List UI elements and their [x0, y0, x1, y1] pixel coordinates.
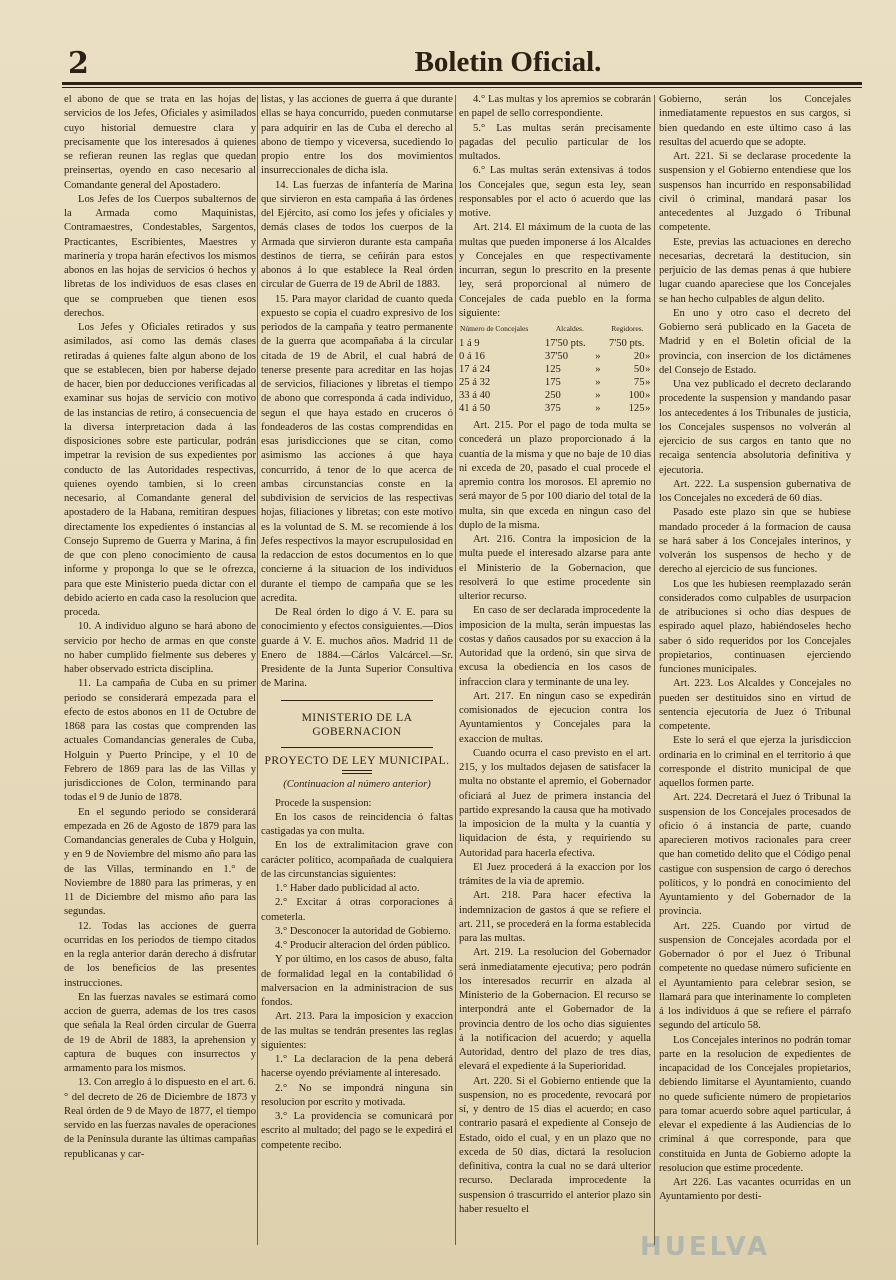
- paragraph: Art. 223. Los Alcaldes y Concejales no pueden ser destituidos sino en virtud de sentencia ejecutoria de Juez ó Tribunal competente.: [659, 678, 851, 732]
- paragraph: Los Concejales interinos no podrán tomar parte en la resolucion de expedientes de incapacidad de los Concejales propietarios, debiendo limitarse el Ayuntamiento, cuando no quede suficiente número de propietarios para tomar acuerdo sobre aquel particular, á elevar el expediente á las Audiencias de lo criminal á que corresponde, para que constituida en Junta de Gobierno adopte la resolucion que estime procedente.: [659, 1034, 851, 1174]
- paragraph: En uno y otro caso el decreto del Gobierno será publicado en la Gaceta de Madrid y en el Boletin oficial de la provincia, con insercion de los dictámenes del Consejo de Estado.: [659, 307, 851, 376]
- paragraph: el abono de que se trata en las hojas de servicios de los Jefes, Oficiales y asimilados cuyo historial demuestre clara y precisamente que los interesados á quienes se refieran reunen las reglas que quedan preinsertas, oyendo en caso necesario al Comandante general del Apostadero.: [64, 94, 256, 191]
- paragraph: Los que les hubiesen reemplazado serán considerados como culpables de usurpacion de atribuciones si ocho dias despues de espirado aquel plazo, habiéndoseles hecho saber ó sido requeridos por los Concejales propietarios, continuasen ejerciendo funciones municipales.: [659, 578, 851, 675]
- paragraph: Gobierno, serán los Concejales inmediatamente repuestos en sus cargos, si bien quedando en este último caso á las resultas del acuerdo que se adopte.: [659, 94, 851, 148]
- paragraph: 2.° Excitar á otras corporaciones á cometerla.: [261, 897, 453, 923]
- cell-ditto: »: [595, 364, 601, 375]
- paragraph: En caso de ser declarada improcedente la imposicion de la multa, serán impuestas las costas y daños causados por su exaccion á la Autoridad que la ordenó, sin que sirva de excusa la obediencia en los casos de infraccion clara y terminante de una ley.: [459, 605, 651, 688]
- cell-ditto: »: [645, 364, 651, 375]
- paragraph: Art. 219. La resolucion del Gobernador será inmediatamente ejecutiva; pero podrán los interesados recurrir en alzada al Ministerio de la Gobernacion. El recurso se interpondrá ante el Gobernador de la provincia dentro de los ocho dias siguientes á la notificacion del acuerdo; y aquella Autoridad, dentro del plazo de tres dias, elevará el expediente á la Superioridad.: [459, 947, 651, 1073]
- paragraph: 3.° La providencia se comunicará por escrito al multado; del pago se le expedirá el competente recibo.: [261, 1111, 453, 1151]
- cell-ditto: »: [595, 403, 601, 414]
- cell-alcaldes: 175: [544, 377, 561, 388]
- paragraph: En los de extralimitacion grave con carácter político, acompañada de cualquiera de las circunstancias siguientes:: [261, 840, 453, 880]
- cell-range: 1 á 9: [459, 338, 480, 349]
- cell-ditto: »: [645, 351, 651, 362]
- cell-ditto: »: [645, 377, 651, 388]
- paragraph: Art 226. Las vacantes ocurridas en un Ayuntamiento por desti-: [659, 1177, 851, 1203]
- paragraph: 3.° Desconocer la autoridad de Gobierno.: [275, 925, 451, 937]
- continuation-note: (Continuacion al número anterior): [283, 779, 431, 791]
- cell-ditto: »: [645, 403, 651, 414]
- paragraph: Art. 218. Para hacer efectiva la indemnizacion de gastos á que se refiere el art. 211, se procederá en la forma establecida para las multas.: [459, 890, 651, 944]
- page-number: 2: [68, 46, 90, 81]
- text-column-4: [659, 93, 851, 1253]
- text-column-1: [64, 93, 256, 1253]
- paragraph: Los Jefes y Oficiales retirados y sus asimilados, así como las demás clases retiradas á quienes falte algun abono de los que se establecen, bien por haberse dejado de hacer, bien por deducciones verificadas al examinar sus hojas de servicio con motivo de las instancias de retiro, á consecuencia de la diversa interpretacion dada á las disposiciones sobre este particular, podrán impetrar la revision de sus expedientes por conducto de las Autoridades respectivas, quienes oyendo tambien, si lo creen necesario, al Comandante general del apostadero de la Habana, remitiran despues directamente los expedientes ó instancias al Consejo Supremo de Guerra y Marina, á fin de que con pleno conocimiento de causa informe y proponga lo que se le ofrezca, para que este Ministerio pueda dictar con el debido acierto en cada caso la resolucion que proceda.: [64, 322, 256, 618]
- paragraph: Art. 215. Por el pago de toda multa se concederá un plazo proporcionado á la cuantía de la misma y que no baje de 10 dias ni exceda de 20, pasado el cual procede el apremio contra los morosos. El apremio no será mayor de 5 por 100 diario del total de la multa, sin que exceda en ningun caso del duplo de la misma.: [459, 420, 651, 531]
- cell-alcaldes: 125: [544, 364, 561, 375]
- cell-regidores: 100: [628, 390, 645, 401]
- table-header: Número de Concejales: [460, 324, 529, 333]
- paragraph: Art. 222. La suspension gubernativa de los Concejales no excederá de 60 dias.: [659, 478, 851, 504]
- paragraph: Este lo será el que ejerza la jurisdiccion ordinaria en lo criminal en el territorio á que corresponde el distrito municipal de que aquellos formen parte.: [659, 735, 851, 789]
- paragraph: Art. 216. Contra la imposicion de la multa puede el interesado alzarse para ante el Ministerio de la Gobernacion, que resolverá lo que estime procedente sin ulterior recurso.: [459, 534, 651, 602]
- paragraph: 1.° La declaracion de la pena deberá hacerse oyendo préviamente al interesado.: [261, 1054, 453, 1080]
- paragraph: 14. Las fuerzas de infantería de Marina que sirvieron en esta campaña á las órdenes del Ejército, así como los jefes y oficiales y demás clases de todos los cuerpos de la Armada que sirvieron durante esta campaña destinos de tierra, se ceñirán para estos abonos á lo que establece la Real órden circular de Guerra de 19 de Abril de 1883.: [261, 179, 453, 291]
- table-row: [459, 402, 651, 415]
- paragraph: Cuando ocurra el caso previsto en el art. 215, y los multados dejasen de satisfacer la multa no obstante el apremio, el Gobernador oficiará al Juez de primera instancia del partido expresando la causa que ha motivado la imposicion de la multa y la cuantía y liquidacion de ésta, y requiriendo su Autoridad para hacerla efectiva.: [459, 747, 651, 859]
- cell-range: 41 á 50: [459, 403, 491, 414]
- header-rule: [62, 82, 862, 85]
- fines-table-body: [459, 337, 651, 415]
- archive-watermark: HUELVA: [640, 1232, 771, 1262]
- cell-regidores: 75: [633, 377, 645, 388]
- cell-ditto: »: [595, 390, 601, 401]
- cell-range: 33 á 40: [459, 390, 491, 401]
- column-divider: [654, 95, 655, 1245]
- cell-alcaldes: 17'50 pts.: [544, 338, 586, 349]
- cell-alcaldes: 37'50: [544, 351, 569, 362]
- paragraph: 11. La campaña de Cuba en su primer periodo se considerará empezada para el efecto de estos abonos en 11 de Octubre de 1868 para las costas que comprenden las actuales Comandancias generales de Cuba, Holguin y Puerto Príncipe, y el 10 de Febrero de 1869 para las de las Villas y jurisdicciones de Colon, terminando para todas el 9 de Junio de 1878.: [64, 678, 256, 804]
- cell-ditto: »: [595, 377, 601, 388]
- column-divider: [455, 95, 456, 1245]
- paragraph: Una vez publicado el decreto declarando procedente la suspension y mandando pasar los antecedentes á los Tribunales de justicia, los Concejales suspensos no volverán al ejercicio de sus cargos en tanto que no recaiga sentencia absolutoria definitiva y ejecutoria.: [659, 379, 851, 476]
- paragraph: En el segundo periodo se considerará empezada en 26 de Agosto de 1879 para las Comandancias generales de Cuba y Holguin, y en 9 de Noviembre del mismo año para las de las Villas, terminando en 1.° de Noviembre de 1880 para las primeras, y en 11 de Diciembre del mismo año para las segundas.: [64, 806, 256, 918]
- paragraph: listas, y las acciones de guerra á que durante ellas se haya concurrido, pueden conmutarse para adquirir en las de Cuba el derecho al abono de tiempo y viceversa, sucediendo lo propio entre los dos movimientos insurreccionales de dicha isla.: [261, 94, 453, 177]
- paragraph: Este, previas las actuaciones en derecho necesarias, decretará la destitucion, sin perjuicio de las demas penas á que hubiere lugar cuando apareciese que los Concejales se han hecho culpables de algun delito.: [659, 236, 851, 305]
- paragraph: Art. 220. Si el Gobierno entiende que la suspension, no es procedente, revocará por sí, y dentro de 15 dias el acuerdo; en caso contrario pasará el expediente al Consejo de Estado, oido el cual, y en un plazo que no exceda de 50 dias, dictará la resolucion definitiva, contra la cual no se dará ulterior recurso. Declarada improcedente la suspension ó trascurrido el anterior plazo sin haber resuelto el: [459, 1075, 651, 1215]
- cell-regidores: 125: [628, 403, 645, 414]
- cell-regidores: 7'50 pts.: [609, 338, 645, 349]
- cell-range: 17 á 24: [459, 364, 491, 375]
- paragraph: Y por último, en los casos de abuso, falta de formalidad legal en la contabilidad ó malversacion en la administracion de sus fondos.: [261, 954, 453, 1008]
- paragraph: 1.° Haber dado publicidad al acto.: [275, 883, 420, 894]
- cell-ditto: »: [645, 390, 651, 401]
- table-header: Alcaldes.: [555, 324, 584, 333]
- table-header: Regidores.: [611, 324, 644, 333]
- paragraph: Art. 217. En ningun caso se expedirán comisionados de ejecucion contra los Ayuntamientos y Concejales para la exaccion de multas.: [459, 690, 651, 745]
- paragraph: Art. 213. Para la imposicion y exaccion de las multas se tendrán presentes las reglas siguientes:: [261, 1011, 453, 1051]
- journal-title: Boletin Oficial.: [414, 46, 602, 78]
- cell-range: 0 á 16: [459, 351, 485, 362]
- table-row: [459, 389, 651, 402]
- section-divider: [281, 747, 433, 748]
- paragraph: 5.° Las multas serán precisamente pagadas del peculio particular de los multados.: [459, 122, 651, 162]
- column-divider: [257, 95, 258, 1245]
- paragraph: En las fuerzas navales se estimará como accion de guerra, ademas de los tres casos que señala la Real órden circular de Guerra de 19 de Abril de 1883, la aprehension y captura de buques con insurrectos y armamento para los mismos.: [64, 991, 256, 1074]
- cell-regidores: 20: [633, 351, 645, 362]
- fines-table: [459, 323, 651, 415]
- section-divider: [281, 700, 433, 701]
- text-column-3: [459, 93, 651, 1253]
- paragraph: Art. 221. Si se declarase procedente la suspension y el Gobierno entendiese que los suspensos han incurrido en responsabilidad civil ó criminal, mandará pasar los antecedentes al Juzgado ó Tribunal competente.: [659, 151, 851, 234]
- table-row: [459, 376, 651, 389]
- paragraph: 6.° Las multas serán extensivas á todos los Concejales que, segun esta ley, sean responsables por el acto ó acuerdo que las motive.: [459, 165, 651, 219]
- paragraph: El Juez procederá á la exaccion por los trámites de la via de apremio.: [459, 861, 651, 887]
- paragraph: 2.° No se impondrá ninguna sin resolucion por escrito y motivada.: [261, 1082, 453, 1108]
- cell-regidores: 50: [633, 364, 645, 375]
- paragraph: 4.° Las multas y los apremios se cobrarán en papel de sello correspondiente.: [459, 94, 651, 120]
- paragraph: Los Jefes de los Cuerpos subalternos de la Armada como Maquinistas, Contramaestres, Condestables, Sargentos, Practicantes, Escribientes, Maestres y marinería y tropa harán efectivos los mismos abonos en las hojas de servicios ó hechos y libretas de los individuos de esas clases en que se comprueben que tienen esos derechos.: [64, 193, 256, 319]
- cell-alcaldes: 250: [544, 390, 561, 401]
- paragraph: Art. 225. Cuando por virtud de suspension de Concejales acordada por el Gobernador ó por el Juez ó Tribunal competente no quedase número suficiente en el Ayuntamiento para celebrar sesion, se llamará para que interinamente lo completen á los individuos á que se refiere el párrafo segundo del artículo 58.: [659, 920, 851, 1032]
- table-row: [459, 363, 651, 376]
- section-title: MINISTERIO DE LA GOBERNACION: [301, 711, 413, 738]
- cell-range: 25 á 32: [459, 377, 491, 388]
- paragraph: 12. Todas las acciones de guerra ocurridas en los periodos de tiempo citados en la regla anterior darán derecho á disfrutar de los beneficios de las presentes instrucciones.: [64, 920, 256, 989]
- paragraph: 10. A individuo alguno se hará abono de servicio por hecho de armas en que conste no haber cumplido fielmente sus deberes y haber observado estricta disciplina.: [64, 621, 256, 675]
- paragraph: De Real órden lo digo á V. E. para su conocimiento y efectos consiguientes.—Dios guarde á V. E. muchos años. Madrid 11 de Enero de 1884.—Cárlos Valcárcel.—Sr. Presidente de la Junta Superior Consultiva de Marina.: [261, 607, 453, 690]
- cell-alcaldes: 375: [544, 403, 561, 414]
- paragraph: 4.° Producir alteracion del órden público.: [275, 940, 451, 951]
- paragraph: 13. Con arreglo á lo dispuesto en el art. 6.° del decreto de 26 de Diciembre de 1873 y Real órden de 9 de Mayo de 1877, el tiempo servido en las fuerzas navales de operaciones de la Península durante las últimas campañas republicanas y car-: [64, 1077, 256, 1160]
- text-column-2: [261, 93, 453, 1253]
- paragraph: 15. Para mayor claridad de cuanto queda expuesto se copia el cuadro expresivo de los periodos de la campaña y teatro permanente de la guerra que acompañaba á la circular citada de 19 de Abril, el cual habrá de tenerse presente para acreditar en las hojas de servicios, filiaciones y libretas el tiempo de abono que corresponda á cada individuo, segun el que haya estado en cruceros ó fondeaderos de las costas comprendidas en esas jurisdicciones que se citan, como asimismo las acciones á que haya concurrido, á tenor de lo que acerca de ambas circunstancias conste en la subdivision de servicios de las respectivas hojas, filiaciones y libretas; con este motivo es la voluntad de S. M. se recomiende á los Jefes respectivos la mayor escrupulosidad en la redaccion de estos documentos en lo que concierne á la situacion de los individuos durante el tiempo de campaña que se les acredita.: [261, 293, 453, 604]
- paragraph: Art. 224. Decretará el Juez ó Tribunal la suspension de los Concejales procesados de oficio ó á instancia de parte, cuando aparecieren motivos racionales para creer que han cometido delito que el Código penal castigue con suspension de cargo ó derechos políticos, y lo pondrá en conocimiento del Ayuntamiento y del Gobernador de la provincia.: [659, 792, 851, 918]
- header-rule-thin: [62, 87, 862, 88]
- cell-ditto: [645, 337, 652, 350]
- table-row: [459, 350, 651, 363]
- paragraph: Pasado este plazo sin que se hubiese mandado proceder á la formacion de causa se hará saber á los Concejales interinos, y volverán los suspensos de hecho y de derecho al ejercicio de sus funciones.: [659, 507, 851, 576]
- cell-ditto: »: [595, 351, 601, 362]
- paragraph: Art. 214. El máximum de la cuota de las multas que pueden imponerse á los Alcaldes y Concejales en que respectivamente incurran, segun lo prescrito en la presente ley, será proporcional al número de Concejales de cada pueblo en la forma siguiente:: [459, 222, 651, 319]
- table-row: [459, 337, 651, 350]
- double-rule: [342, 770, 372, 774]
- paragraph: Procede la suspension:: [275, 797, 372, 809]
- paragraph: En los casos de reincidencia ó faltas castigadas ya con multa.: [261, 811, 453, 837]
- section-subtitle: PROYECTO DE LEY MUNICIPAL.: [264, 755, 450, 767]
